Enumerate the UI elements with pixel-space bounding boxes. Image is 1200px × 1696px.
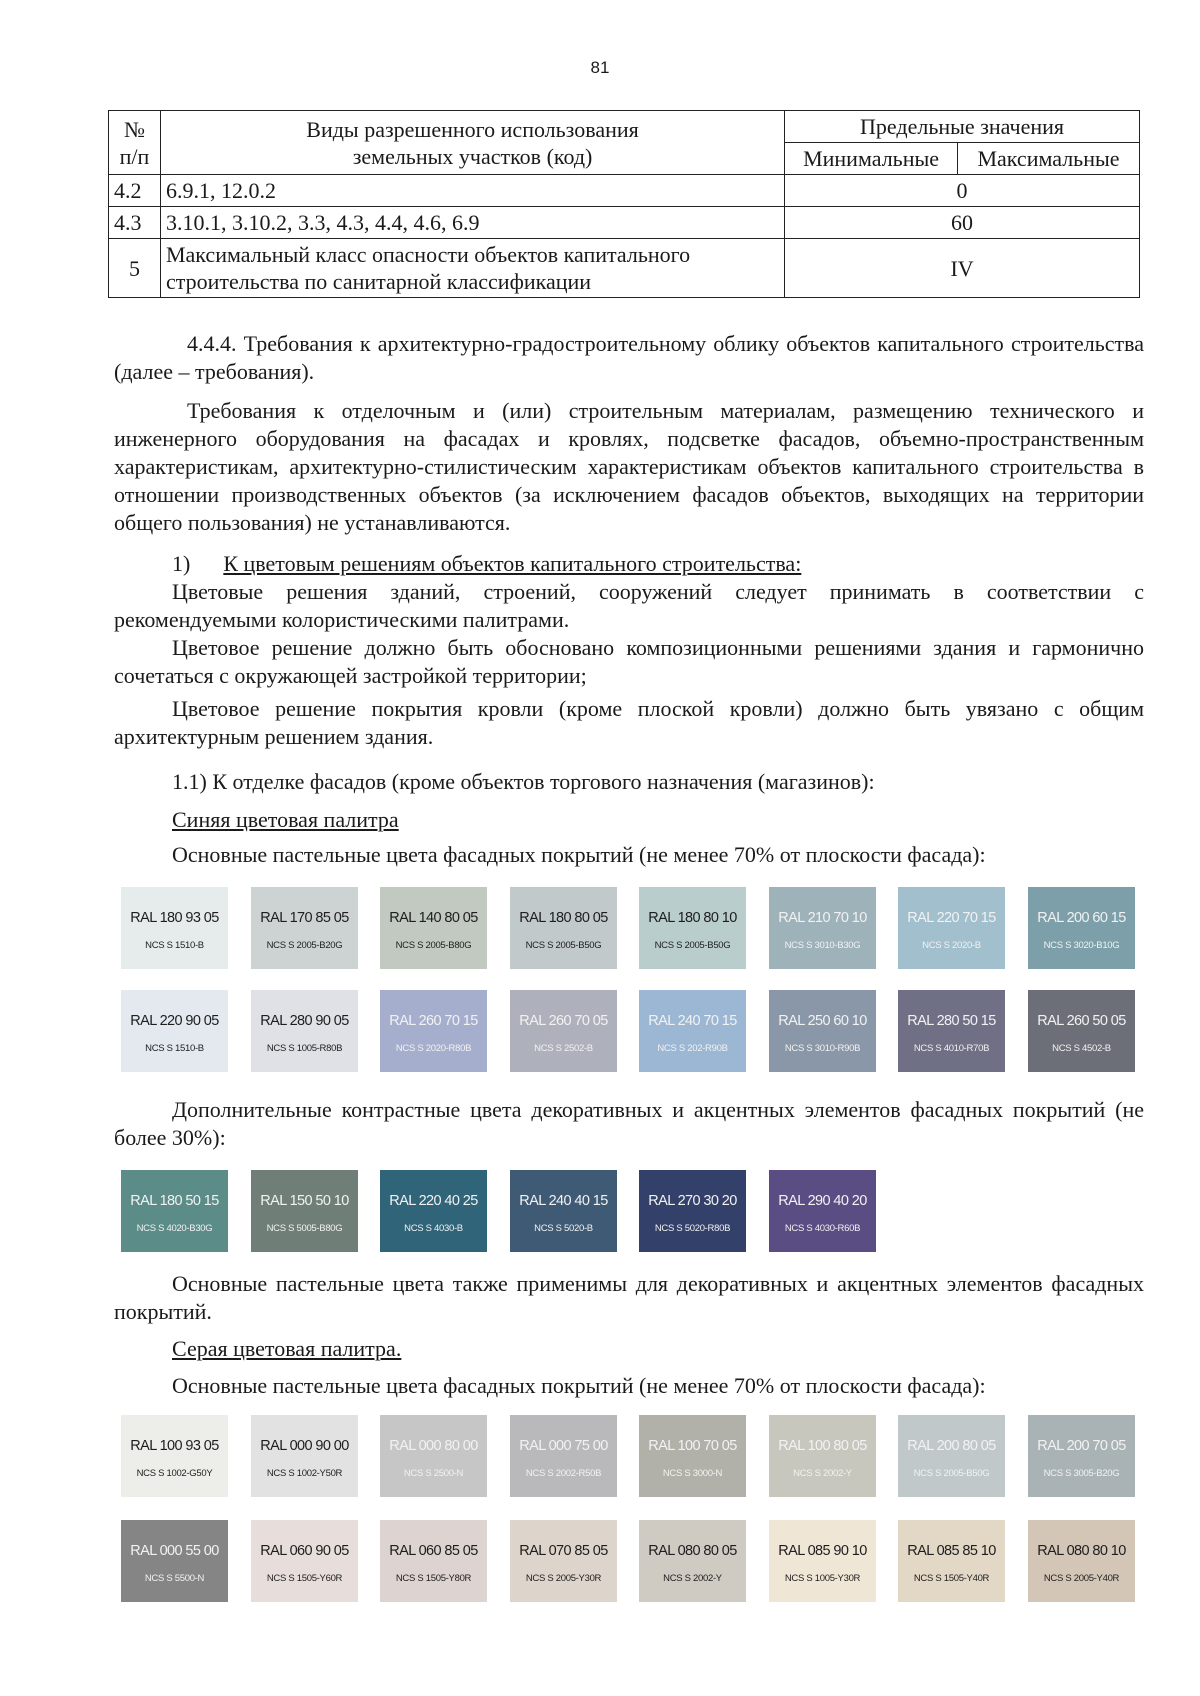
swatch-ral-code: RAL 100 93 05	[130, 1438, 219, 1454]
color-swatch	[510, 1520, 617, 1602]
table-row	[109, 239, 1140, 298]
row-codes: Максимальный класс опасности объектов капитального строительства по санитарной классификации	[160, 239, 784, 298]
swatch-ral-code: RAL 200 70 05	[1037, 1438, 1126, 1454]
swatch-ral-code: RAL 290 40 20	[778, 1193, 867, 1209]
swatch-ral-code: RAL 260 70 15	[389, 1013, 478, 1029]
swatch-ral-code: RAL 085 90 10	[778, 1543, 867, 1559]
swatch-ral-code: RAL 240 40 15	[519, 1193, 608, 1209]
swatch-ncs-code: NCS S 3010-B30G	[784, 940, 861, 951]
color-swatch	[121, 887, 228, 969]
color-swatch	[510, 1415, 617, 1497]
header-usage-types-line2: земельных участков (код)	[352, 143, 593, 169]
blue-extra-colors-caption: Дополнительные контрастные цвета декоративных и акцентных элементов фасадных покрытий (не более 30%):	[114, 1097, 1144, 1150]
color-swatch	[251, 887, 358, 969]
item-1-heading	[114, 550, 1144, 578]
color-swatch	[251, 1170, 358, 1252]
swatch-ncs-code: NCS S 1505-Y60R	[266, 1573, 343, 1584]
color-swatch	[898, 887, 1005, 969]
color-swatch	[639, 990, 746, 1072]
swatch-ral-code: RAL 060 85 05	[389, 1543, 478, 1559]
row-value: IV	[785, 239, 1140, 298]
swatch-ral-code: RAL 070 85 05	[519, 1543, 608, 1559]
swatch-ncs-code: NCS S 2502-B	[534, 1043, 593, 1054]
swatch-ncs-code: NCS S 5005-B80G	[266, 1223, 343, 1234]
swatch-ncs-code: NCS S 3000-N	[662, 1468, 723, 1479]
swatch-ral-code: RAL 250 60 10	[778, 1013, 867, 1029]
swatch-ral-code: RAL 060 90 05	[260, 1543, 349, 1559]
swatch-ral-code: RAL 085 85 10	[907, 1543, 996, 1559]
swatch-ral-code: RAL 200 60 15	[1037, 910, 1126, 926]
color-swatch	[898, 990, 1005, 1072]
swatch-ral-code: RAL 220 70 15	[907, 910, 996, 926]
swatch-ncs-code: NCS S 202-R90B	[657, 1043, 728, 1054]
swatch-ncs-code: NCS S 5020-B	[534, 1223, 593, 1234]
swatch-ral-code: RAL 080 80 10	[1037, 1543, 1126, 1559]
color-swatch	[1028, 887, 1135, 969]
swatch-ncs-code: NCS S 1002-Y50R	[266, 1468, 343, 1479]
color-swatch	[380, 1170, 487, 1252]
swatch-ral-code: RAL 000 55 00	[130, 1543, 219, 1559]
color-swatch	[121, 1520, 228, 1602]
page-number: 81	[590, 58, 610, 77]
paragraph-composition: Цветовое решение должно быть обосновано композиционными решениями здания и гармонично сочетаться с окружающей застройкой территории;	[114, 635, 1144, 688]
header-minimum: Минимальные	[785, 143, 958, 175]
swatch-ncs-code: NCS S 2002-Y	[793, 1468, 852, 1479]
blue-palette-heading: Синяя цветовая палитра	[172, 807, 399, 832]
color-swatch	[121, 990, 228, 1072]
swatch-ncs-code: NCS S 2005-B50G	[525, 940, 602, 951]
grey-base-colors-caption: Основные пастельные цвета фасадных покрытий (не менее 70% от плоскости фасада):	[172, 1373, 986, 1398]
color-swatch	[1028, 990, 1135, 1072]
color-swatch	[510, 887, 617, 969]
swatch-ncs-code: NCS S 1002-G50Y	[136, 1468, 213, 1479]
swatch-ncs-code: NCS S 1505-Y40R	[913, 1573, 990, 1584]
swatch-ral-code: RAL 280 90 05	[260, 1013, 349, 1029]
swatch-ral-code: RAL 260 70 05	[519, 1013, 608, 1029]
swatch-ncs-code: NCS S 1005-Y30R	[784, 1573, 861, 1584]
color-swatch	[769, 1170, 876, 1252]
swatch-ral-code: RAL 240 70 15	[648, 1013, 737, 1029]
color-swatch	[769, 887, 876, 969]
swatch-ncs-code: NCS S 3010-R90B	[784, 1043, 861, 1054]
swatch-ncs-code: NCS S 2005-B20G	[266, 940, 343, 951]
item-1-1-heading: 1.1) К отделке фасадов (кроме объектов торгового назначения (магазинов):	[172, 769, 875, 794]
header-maximum: Максимальные	[958, 143, 1140, 175]
swatch-ncs-code: NCS S 4030-B	[404, 1223, 463, 1234]
color-swatch	[380, 990, 487, 1072]
swatch-ral-code: RAL 280 50 15	[907, 1013, 996, 1029]
swatch-ral-code: RAL 260 50 05	[1037, 1013, 1126, 1029]
swatch-ncs-code: NCS S 5020-R80B	[654, 1223, 731, 1234]
row-value: 0	[785, 175, 1140, 207]
color-swatch	[639, 1415, 746, 1497]
swatch-ral-code: RAL 180 80 05	[519, 910, 608, 926]
paragraph-requirements-intro: 4.4.4. Требования к архитектурно-градостроительному облику объектов капитального строительства (далее – требования).	[114, 331, 1144, 384]
swatch-ncs-code: NCS S 2500-N	[403, 1468, 464, 1479]
row-codes: 6.9.1, 12.0.2	[160, 175, 784, 207]
swatch-ncs-code: NCS S 2005-B50G	[654, 940, 731, 951]
color-swatch	[1028, 1415, 1135, 1497]
item-1-title: К цветовым решениям объектов капитального строительства:	[223, 551, 802, 576]
swatch-ncs-code: NCS S 2005-B80G	[395, 940, 472, 951]
color-swatch	[639, 1170, 746, 1252]
color-swatch	[639, 1520, 746, 1602]
paragraph-roof: Цветовое решение покрытия кровли (кроме плоской кровли) должно быть увязано с общим архитектурным решением здания.	[114, 696, 1144, 749]
color-swatch	[639, 887, 746, 969]
grey-palette-heading: Серая цветовая палитра.	[172, 1336, 402, 1361]
swatch-ral-code: RAL 220 40 25	[389, 1193, 478, 1209]
swatch-ncs-code: NCS S 2005-Y40R	[1043, 1573, 1120, 1584]
color-swatch	[380, 887, 487, 969]
color-swatch	[251, 1520, 358, 1602]
color-swatch	[898, 1520, 1005, 1602]
swatch-ral-code: RAL 270 30 20	[648, 1193, 737, 1209]
swatch-ral-code: RAL 100 80 05	[778, 1438, 867, 1454]
swatch-ncs-code: NCS S 4020-B30G	[136, 1223, 213, 1234]
row-value: 60	[785, 207, 1140, 239]
swatch-ral-code: RAL 180 93 05	[130, 910, 219, 926]
paragraph-requirements-scope: Требования к отделочным и (или) строительным материалам, размещению технического и инженерного оборудования на фасадах и кровлях, подсветке фасадов, объемно-пространственным характеристикам, архитектурно-стилистическим характеристикам объектов капитального строительства в отношении производственных объектов (за исключением фасадов объектов, выходящих на территории общего пользования) не устанавливаются.	[114, 398, 1144, 535]
swatch-ncs-code: NCS S 2005-B50G	[913, 1468, 990, 1479]
header-limit-values: Предельные значения	[785, 111, 1140, 143]
swatch-ral-code: RAL 210 70 10	[778, 910, 867, 926]
swatch-ncs-code: NCS S 2002-R50B	[525, 1468, 602, 1479]
row-codes: 3.10.1, 3.10.2, 3.3, 4.3, 4.4, 4.6, 6.9	[160, 207, 784, 239]
swatch-ncs-code: NCS S 4502-B	[1052, 1043, 1111, 1054]
item-1-number: 1)	[172, 551, 191, 576]
color-swatch	[380, 1415, 487, 1497]
table-row	[109, 207, 1140, 239]
swatch-ral-code: RAL 180 80 10	[648, 910, 737, 926]
row-number: 4.2	[109, 175, 161, 207]
color-swatch	[121, 1170, 228, 1252]
swatch-ncs-code: NCS S 5500-N	[144, 1573, 205, 1584]
swatch-ncs-code: NCS S 2005-Y30R	[525, 1573, 602, 1584]
paragraph-also-applicable: Основные пастельные цвета также применимы для декоративных и акцентных элементов фасадных покрытий.	[114, 1271, 1144, 1324]
swatch-ral-code: RAL 000 90 00	[260, 1438, 349, 1454]
swatch-ral-code: RAL 080 80 05	[648, 1543, 737, 1559]
row-number: 4.3	[109, 207, 161, 239]
limits-table	[108, 110, 1140, 298]
swatch-ral-code: RAL 180 50 15	[130, 1193, 219, 1209]
color-swatch	[251, 1415, 358, 1497]
blue-base-colors-caption: Основные пастельные цвета фасадных покрытий (не менее 70% от плоскости фасада):	[172, 842, 986, 867]
color-swatch	[510, 990, 617, 1072]
header-usage-types-line1: Виды разрешенного использования	[306, 116, 639, 142]
color-swatch	[769, 990, 876, 1072]
swatch-ral-code: RAL 220 90 05	[130, 1013, 219, 1029]
swatch-ncs-code: NCS S 1005-R80B	[266, 1043, 343, 1054]
swatch-ncs-code: NCS S 3005-B20G	[1043, 1468, 1120, 1479]
color-swatch	[1028, 1520, 1135, 1602]
swatch-ral-code: RAL 000 75 00	[519, 1438, 608, 1454]
swatch-ncs-code: NCS S 4030-R60B	[784, 1223, 861, 1234]
swatch-ncs-code: NCS S 2020-R80B	[395, 1043, 472, 1054]
color-swatch	[251, 990, 358, 1072]
color-swatch	[380, 1520, 487, 1602]
table-header-row	[109, 111, 1140, 143]
color-swatch	[121, 1415, 228, 1497]
swatch-ncs-code: NCS S 4010-R70B	[913, 1043, 990, 1054]
swatch-ncs-code: NCS S 1505-Y80R	[395, 1573, 472, 1584]
color-swatch	[898, 1415, 1005, 1497]
swatch-ral-code: RAL 170 85 05	[260, 910, 349, 926]
swatch-ncs-code: NCS S 2002-Y	[663, 1573, 722, 1584]
row-number: 5	[109, 239, 161, 298]
swatch-ral-code: RAL 100 70 05	[648, 1438, 737, 1454]
swatch-ncs-code: NCS S 1510-B	[145, 940, 204, 951]
header-usage-types	[160, 111, 784, 175]
color-swatch	[769, 1415, 876, 1497]
swatch-ral-code: RAL 140 80 05	[389, 910, 478, 926]
swatch-ral-code: RAL 150 50 10	[260, 1193, 349, 1209]
swatch-ncs-code: NCS S 3020-B10G	[1043, 940, 1120, 951]
table-row	[109, 175, 1140, 207]
header-number: № п/п	[109, 111, 161, 175]
color-swatch	[510, 1170, 617, 1252]
color-swatch	[769, 1520, 876, 1602]
paragraph-color-solutions: Цветовые решения зданий, строений, сооружений следует принимать в соответствии с рекомендуемыми колористическими палитрами.	[114, 579, 1144, 632]
swatch-ral-code: RAL 000 80 00	[389, 1438, 478, 1454]
swatch-ncs-code: NCS S 2020-B	[922, 940, 981, 951]
swatch-ral-code: RAL 200 80 05	[907, 1438, 996, 1454]
swatch-ncs-code: NCS S 1510-B	[145, 1043, 204, 1054]
